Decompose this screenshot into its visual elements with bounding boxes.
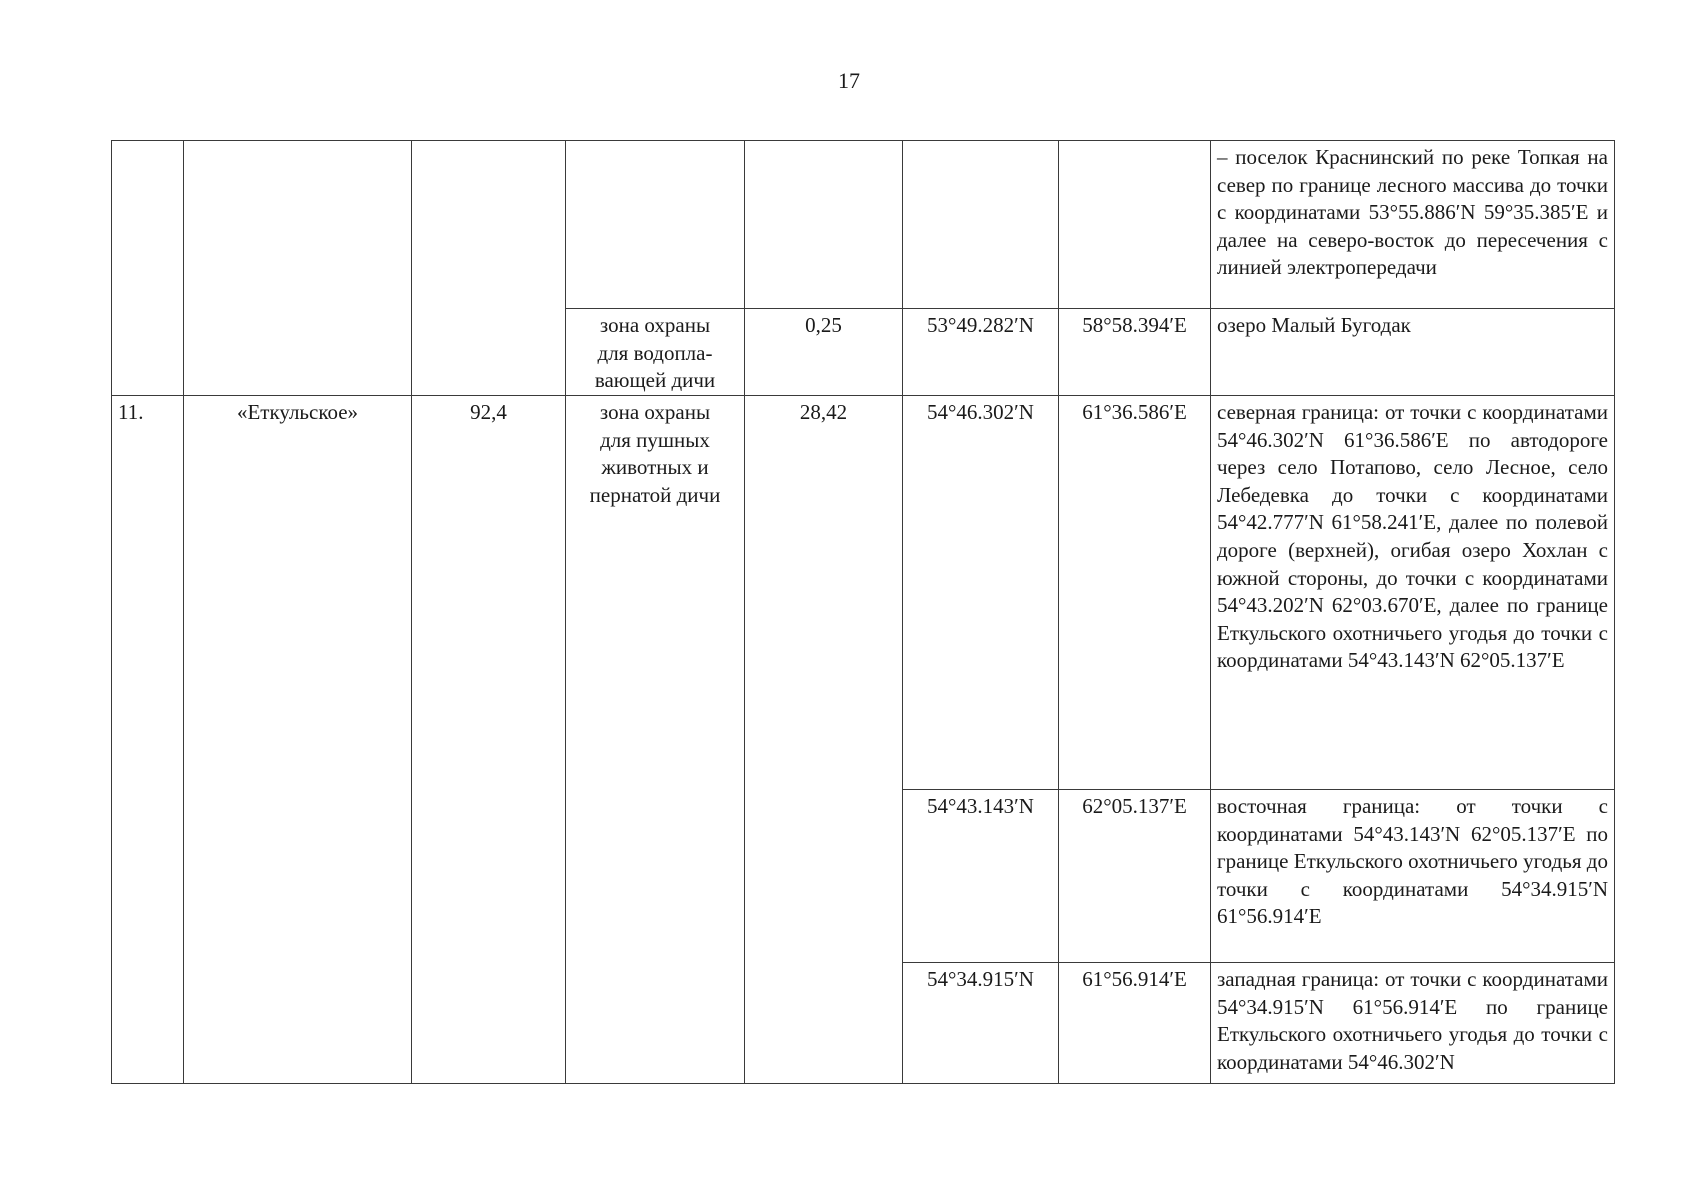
cell-total-area [412, 141, 566, 396]
zone-line: зона охраны [599, 400, 711, 424]
table-row [112, 141, 1615, 309]
cell-zone [566, 396, 745, 1084]
cell-name [184, 141, 412, 396]
cell-lon: 61°36.586′E [1059, 396, 1211, 790]
cell-lon [1059, 141, 1211, 309]
hunting-zones-table [111, 140, 1615, 1084]
cell-lon: 62°05.137′E [1059, 790, 1211, 963]
zone-line: для водопла- [597, 340, 713, 365]
cell-description: восточная граница: от точки с координатами 54°43.143′N 62°05.137′E по границе Еткульского охотничьего угодья до точки с координатами 54°34.915′N 61°56.914′E [1211, 790, 1615, 963]
cell-zone [566, 309, 745, 396]
cell-index [112, 141, 184, 396]
cell-lat: 54°34.915′N [903, 963, 1059, 1084]
cell-area [745, 141, 903, 309]
table-row [112, 396, 1615, 790]
cell-name: «Еткульское» [184, 396, 412, 1084]
page-number: 17 [838, 68, 860, 93]
zone-line: животных и [601, 455, 709, 480]
cell-area: 28,42 [745, 396, 903, 1084]
cell-lat: 54°43.143′N [903, 790, 1059, 963]
zone-line: пернатой дичи [589, 482, 721, 507]
cell-index: 11. [112, 396, 184, 1084]
cell-description: – поселок Краснинский по реке Топкая на север по границе лесного массива до точки с координатами 53°55.886′N 59°35.385′E и далее на северо-восток до пересечения с линией электропередачи [1211, 141, 1615, 309]
cell-description: озеро Малый Бугодак [1211, 309, 1615, 396]
zone-line: зона охраны [599, 313, 711, 337]
cell-area: 0,25 [745, 309, 903, 396]
cell-zone [566, 141, 745, 309]
cell-description: западная граница: от точки с координатами 54°34.915′N 61°56.914′E по границе Еткульского охотничьего угодья до точки с координатами 54°46.302′N [1211, 963, 1615, 1084]
cell-lon: 61°56.914′E [1059, 963, 1211, 1084]
cell-total-area: 92,4 [412, 396, 566, 1084]
cell-lat: 54°46.302′N [903, 396, 1059, 790]
zone-line: вающей дичи [594, 368, 716, 393]
cell-lon: 58°58.394′E [1059, 309, 1211, 396]
cell-description: северная граница: от точки с координатами 54°46.302′N 61°36.586′E по автодороге через село Потапово, село Лесное, село Лебедевка до точки с координатами 54°42.777′N 61°58.241′E, далее по полевой дороге (верхней), огибая озеро Хохлан с южной стороны, до точки с координатами 54°43.202′N 62°03.670′E, далее по границе Еткульского охотничьего угодья до точки с координатами 54°43.143′N 62°05.137′E [1211, 396, 1615, 790]
cell-lat [903, 141, 1059, 309]
zone-line: для пушных [600, 427, 710, 452]
cell-lat: 53°49.282′N [903, 309, 1059, 396]
